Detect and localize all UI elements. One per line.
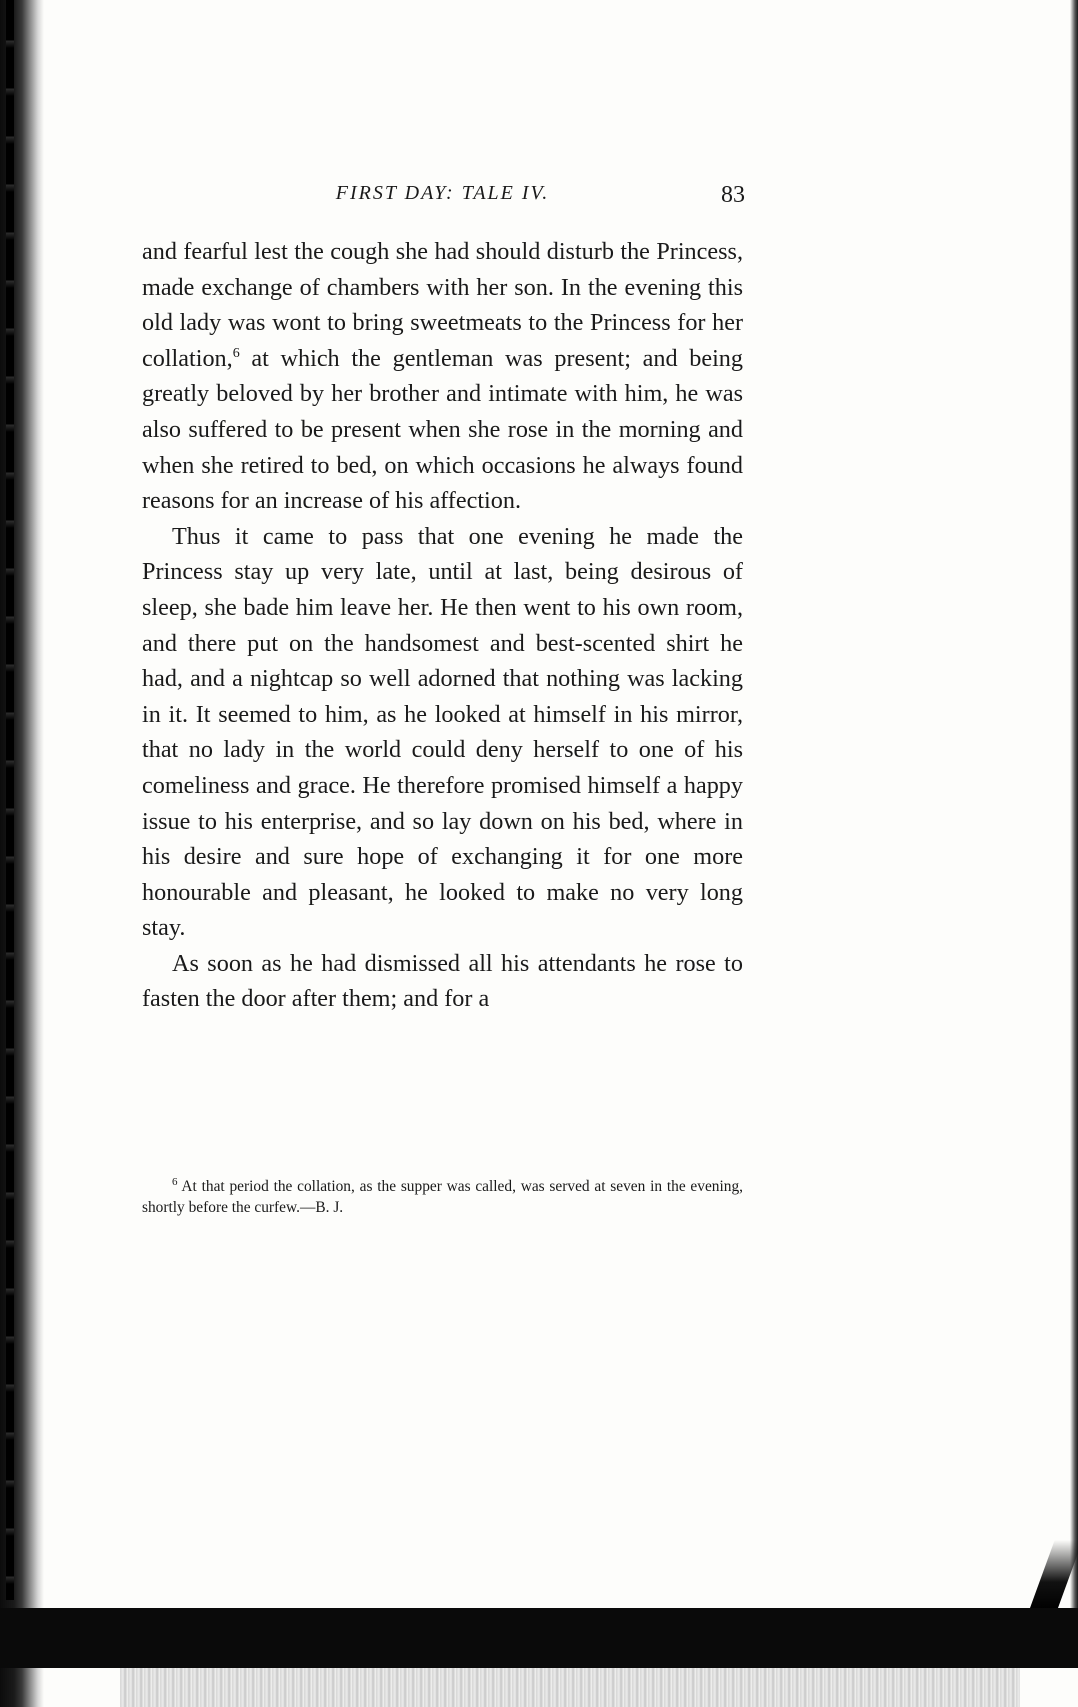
footnote-marker: 6 [172,1175,178,1188]
paragraph-1-text-after: at which the gentleman was present; and being greatly beloved by her brother and intimate with him, he was also suffered to be present when she rose in the morning and when she retired to bed, on which occasions he always found reasons for an increase of his affection. [142,344,743,515]
paragraph-1-text-before: and fearful lest the cough she had should disturb the Princess, made exchange of chambers with her son. In the evening this old lady was wont to bring sweetmeats to the Princess for her collation, [142,238,743,372]
scan-bottom-noise [120,1668,1020,1707]
page-header [140,180,745,216]
paragraph-2: Thus it came to pass that one evening he made the Princess stay up very late, until at last, being desirous of sleep, she bade him leave her. He then went to his own room, and there put on the handsomest and best-scented shirt he had, and a nightcap so well adorned that nothing was lacking in it. It seemed to him, as he looked at himself in his mirror, that no lady in the world could deny herself to one of his comeliness and grace. He therefore promised himself a happy issue to his enterprise, and so lay down on his bed, where in his desire and sure hope of exchanging it for one more honourable and pleasant, he looked to make no very long stay. [142,522,743,942]
page-right-edge [1070,0,1078,1640]
page-number: 83 [721,182,745,208]
footnote-text: At that period the collation, as the supper was called, was served at seven in the evening, shortly before the curfew.—B. J. [142,1178,743,1216]
body-text [142,234,743,1017]
footnote-reference: 6 [232,345,240,361]
footnote [142,1176,743,1218]
running-title: FIRST DAY: TALE IV. [335,182,550,204]
binding-shadow [6,0,14,1600]
paragraph-1 [142,234,743,519]
scan-bottom-band [0,1608,1078,1668]
paragraph-3: As soon as he had dismissed all his attendants he rose to fasten the door after them; and for a [142,949,743,1013]
